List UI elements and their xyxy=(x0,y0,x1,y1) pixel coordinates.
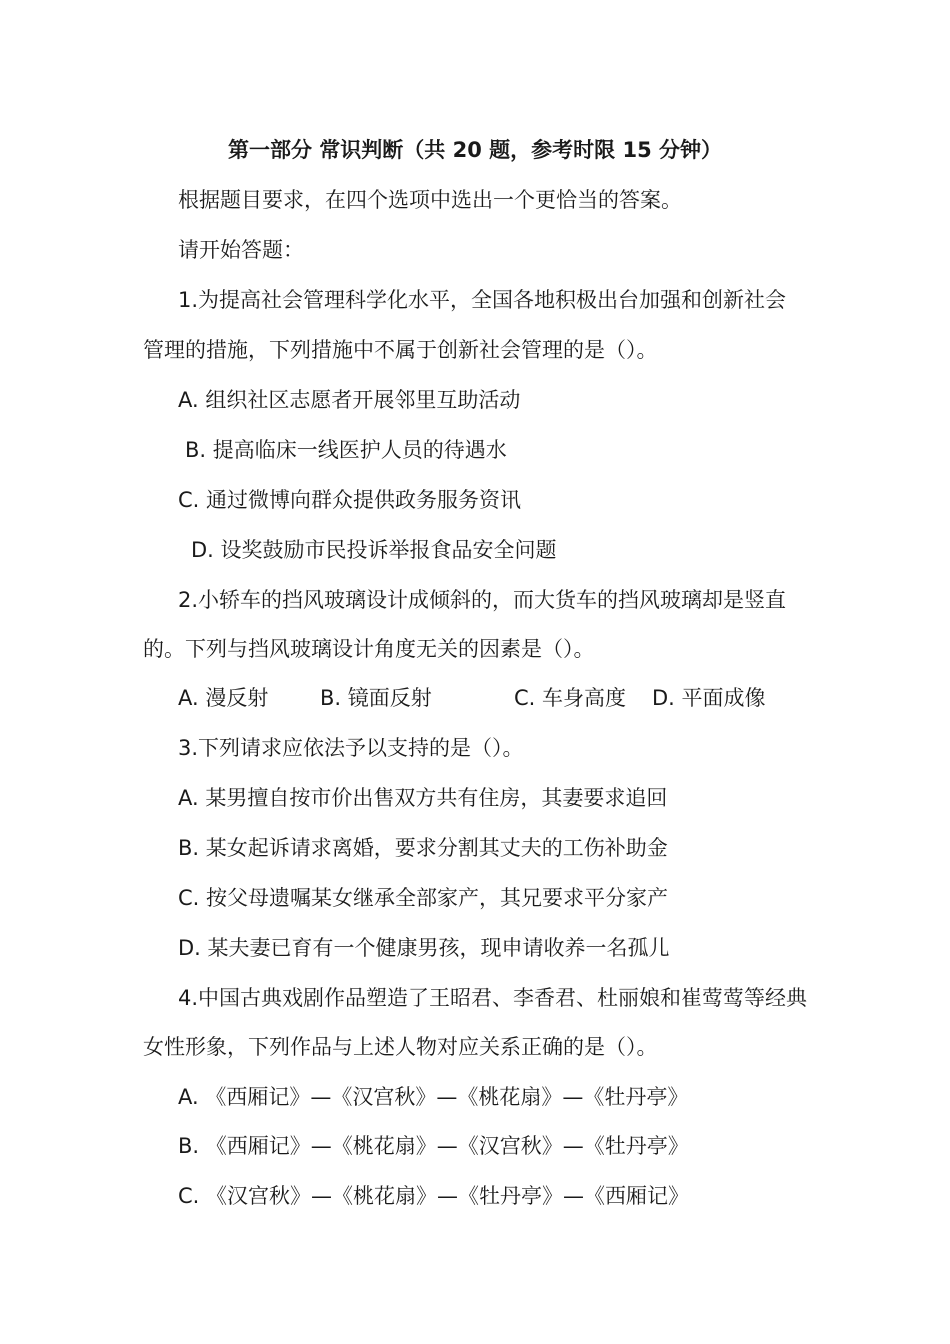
section-title: 第一部分 常识判断（共 20 题，参考时限 15 分钟） xyxy=(227,138,722,162)
q3-option-a: A. 某男擅自按市价出售双方共有住房，其妻要求追回 xyxy=(178,786,668,810)
q1-stem-line1: 1.为提高社会管理科学化水平，全国各地积极出台加强和创新社会 xyxy=(178,288,787,312)
q4-option-b: B. 《西厢记》—《桃花扇》—《汉宫秋》—《牡丹亭》 xyxy=(178,1134,689,1158)
q2-stem-line1: 2.小轿车的挡风玻璃设计成倾斜的，而大货车的挡风玻璃却是竖直 xyxy=(178,588,787,612)
q4-option-a: A. 《西厢记》—《汉宫秋》—《桃花扇》—《牡丹亭》 xyxy=(178,1085,689,1109)
q2-option-d: D. 平面成像 xyxy=(652,686,766,710)
q3-option-d: D. 某夫妻已育有一个健康男孩，现申请收养一名孤儿 xyxy=(178,936,670,960)
q1-option-c: C. 通过微博向群众提供政务服务资讯 xyxy=(178,488,522,512)
q3-option-b: B. 某女起诉请求离婚，要求分割其丈夫的工伤补助金 xyxy=(178,836,668,860)
q2-option-b: B. 镜面反射 xyxy=(320,686,432,710)
q2-option-a: A. 漫反射 xyxy=(178,686,269,710)
q2-options-row xyxy=(0,685,950,711)
q4-option-c: C. 《汉宫秋》—《桃花扇》—《牡丹亭》—《西厢记》 xyxy=(178,1184,690,1208)
q2-stem-line2: 的。下列与挡风玻璃设计角度无关的因素是（）。 xyxy=(143,637,595,661)
instructions: 根据题目要求，在四个选项中选出一个更恰当的答案。 xyxy=(178,188,682,212)
q1-stem-line2: 管理的措施，下列措施中不属于创新社会管理的是（）。 xyxy=(143,338,658,362)
q4-stem-line2: 女性形象，下列作品与上述人物对应关系正确的是（）。 xyxy=(143,1035,658,1059)
q1-option-b: B. 提高临床一线医护人员的待遇水 xyxy=(185,438,507,462)
q3-option-c: C. 按父母遗嘱某女继承全部家产，其兄要求平分家产 xyxy=(178,886,669,910)
q2-option-c: C. 车身高度 xyxy=(514,686,627,710)
start-prompt: 请开始答题： xyxy=(178,238,304,262)
q1-option-d: D. 设奖鼓励市民投诉举报食品安全问题 xyxy=(191,538,557,562)
q1-option-a: A. 组织社区志愿者开展邻里互助活动 xyxy=(178,388,521,412)
q4-stem-line1: 4.中国古典戏剧作品塑造了王昭君、李香君、杜丽娘和崔莺莺等经典 xyxy=(178,986,808,1010)
q3-stem: 3.下列请求应依法予以支持的是（）。 xyxy=(178,736,524,760)
